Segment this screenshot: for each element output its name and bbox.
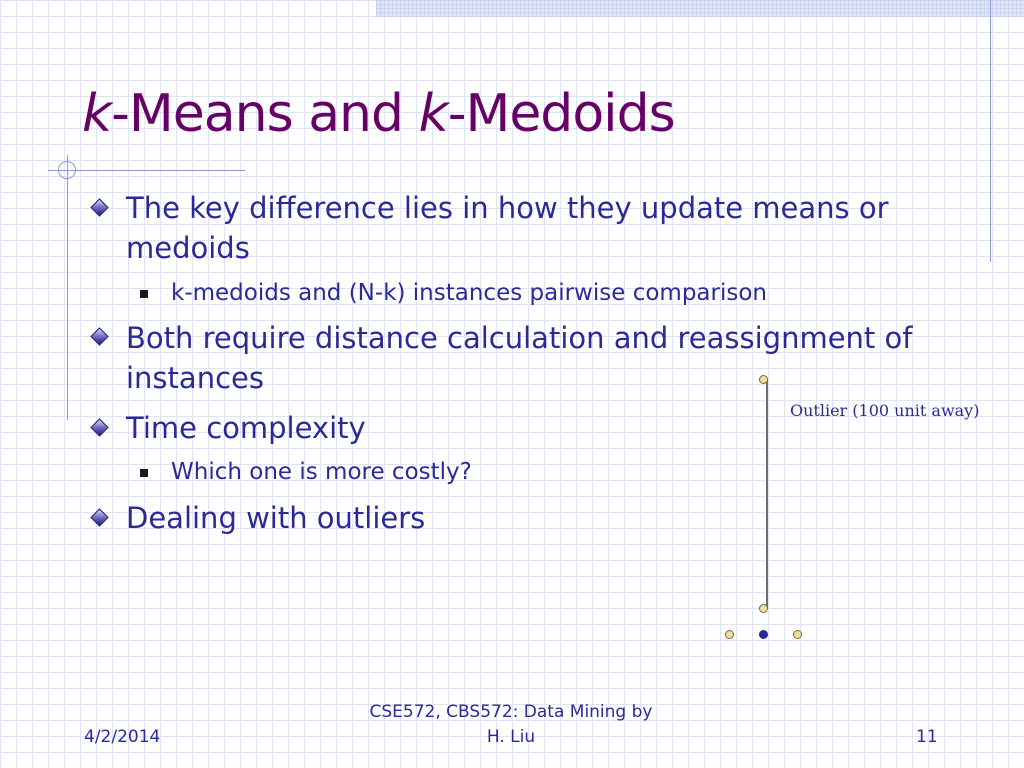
diamond-bullet-icon bbox=[90, 327, 108, 345]
outlier-label: Outlier (100 unit away) bbox=[790, 401, 980, 420]
bullet-key-difference: The key difference lies in how they update means or medoids bbox=[126, 191, 889, 265]
slide-title bbox=[82, 84, 675, 144]
square-bullet-icon bbox=[140, 290, 148, 298]
outlier-distance-line bbox=[766, 380, 768, 609]
footer-date: 4/2/2014 bbox=[84, 727, 161, 747]
outlier-point bbox=[759, 375, 768, 384]
bullet-time-complexity: Time complexity bbox=[126, 411, 366, 445]
cluster-point bbox=[759, 604, 768, 613]
title-means: -Means and bbox=[111, 84, 419, 144]
sub-bullet-more-costly: Which one is more costly? bbox=[171, 459, 472, 485]
title-k-italic-1: k bbox=[82, 84, 112, 144]
bullet-distance-calculation: Both require distance calculation and reassignment of instances bbox=[126, 321, 913, 395]
crosshair-circle-decoration bbox=[58, 161, 76, 179]
diamond-bullet-icon bbox=[90, 508, 108, 526]
top-decorative-band bbox=[376, 0, 1024, 17]
title-medoids: -Medoids bbox=[447, 84, 675, 144]
sub-bullet-pairwise-comparison: k-medoids and (N-k) instances pairwise comparison bbox=[171, 280, 768, 306]
cluster-point bbox=[793, 630, 802, 639]
footer-course-line2: H. Liu bbox=[486, 727, 536, 747]
cluster-medoid-point bbox=[759, 630, 768, 639]
cluster-point bbox=[725, 630, 734, 639]
bullet-dealing-with-outliers: Dealing with outliers bbox=[126, 501, 426, 535]
left-decorative-line bbox=[67, 155, 68, 420]
right-decorative-line bbox=[990, 0, 991, 262]
diamond-bullet-icon bbox=[90, 198, 108, 216]
diamond-bullet-icon bbox=[90, 418, 108, 436]
footer-course-line1: CSE572, CBS572: Data Mining by bbox=[369, 702, 653, 722]
footer-course bbox=[356, 700, 666, 750]
square-bullet-icon bbox=[140, 469, 148, 477]
footer-page-number: 11 bbox=[916, 727, 938, 747]
title-k-italic-2: k bbox=[418, 84, 448, 144]
title-underline bbox=[48, 170, 245, 171]
